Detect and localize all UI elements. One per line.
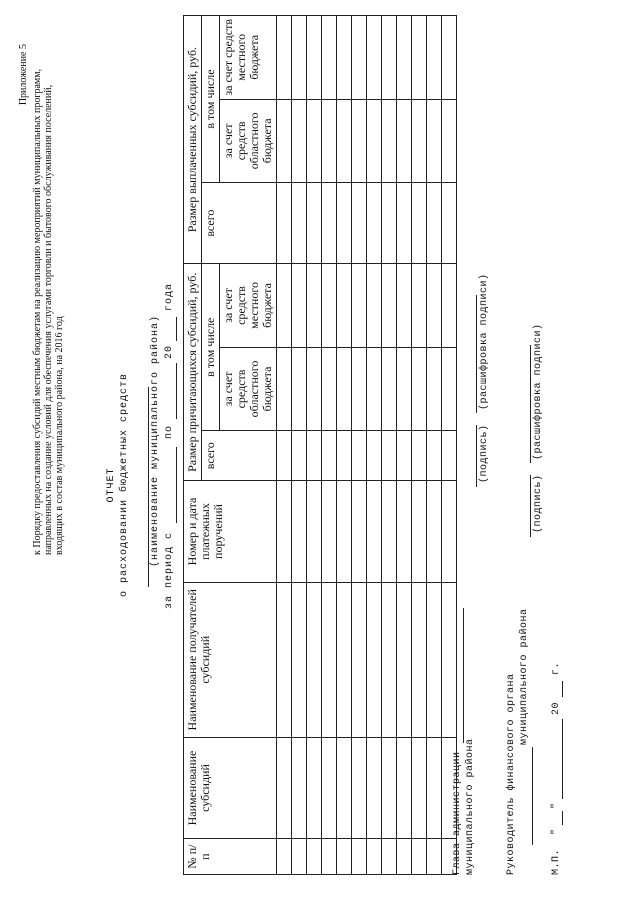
table-row: [277, 16, 292, 875]
table-cell: [277, 264, 292, 348]
table-cell: [307, 737, 322, 838]
table-cell: [442, 481, 457, 582]
table-cell: [352, 16, 367, 100]
report-table-body: [277, 16, 457, 875]
table-cell: [337, 431, 352, 481]
paid-local-header: за счет средств местного бюджета: [220, 16, 277, 100]
table-cell: [337, 264, 352, 348]
table-cell: [337, 839, 352, 875]
table-cell: [442, 183, 457, 264]
table-cell: [397, 16, 412, 100]
table-cell: [322, 16, 337, 100]
head-admin-sign-caption: (подпись): [479, 424, 490, 483]
period-year-suffix: года: [164, 282, 175, 311]
table-cell: [397, 264, 412, 348]
table-cell: [322, 431, 337, 481]
table-cell: [277, 347, 292, 431]
table-cell: [277, 481, 292, 582]
table-cell: [277, 582, 292, 737]
table-cell: [292, 99, 307, 183]
table-cell: [397, 839, 412, 875]
table-cell: [442, 347, 457, 431]
table-cell: [352, 99, 367, 183]
table-cell: [367, 347, 382, 431]
table-cell: [427, 737, 442, 838]
col-recipients-header: Наименование получателей субсидий: [184, 582, 277, 737]
table-cell: [307, 481, 322, 582]
table-cell: [427, 839, 442, 875]
col-num-header: № п/п: [184, 839, 277, 875]
annex-description: [32, 35, 65, 555]
table-row: [367, 16, 382, 875]
table-cell: [442, 431, 457, 481]
table-cell: [427, 16, 442, 100]
table-cell: [412, 264, 427, 348]
table-cell: [352, 481, 367, 582]
table-cell: [412, 582, 427, 737]
annex-title: Приложение 5: [18, 44, 29, 106]
table-cell: [352, 264, 367, 348]
table-cell: [367, 481, 382, 582]
annex-line-1: к Порядку предоставления субсидий местным бюджетам на реализацию мероприятий муниципальных программ,: [32, 68, 43, 555]
table-cell: [367, 183, 382, 264]
fin-head-title-line: [532, 747, 533, 845]
table-cell: [337, 16, 352, 100]
table-cell: [292, 347, 307, 431]
table-cell: [427, 99, 442, 183]
table-cell: [427, 264, 442, 348]
table-cell: [367, 431, 382, 481]
head-admin-label-1: Глава администрации: [452, 751, 463, 875]
table-cell: [397, 737, 412, 838]
table-cell: [382, 839, 397, 875]
date-year-line: [562, 681, 563, 697]
period-year-prefix: 20: [164, 344, 175, 359]
annex-line-3: входящих в состав муниципального района, на 2016 год: [54, 316, 65, 555]
head-admin-title-line: [463, 608, 464, 743]
head-admin-decode-caption: (расшифровка подписи): [479, 273, 490, 410]
table-row: [322, 16, 337, 875]
table-cell: [382, 183, 397, 264]
table-cell: [412, 737, 427, 838]
table-row: [292, 16, 307, 875]
table-row: [427, 16, 442, 875]
paid-total-header: всего: [202, 183, 277, 264]
table-cell: [427, 431, 442, 481]
table-cell: [442, 99, 457, 183]
annex-line-2: направленных на создание условий для обеспечения услугами торговли и бытового обслуживания поселений,: [43, 84, 54, 555]
table-cell: [337, 347, 352, 431]
table-cell: [352, 347, 367, 431]
table-cell: [307, 839, 322, 875]
table-row: [442, 16, 457, 875]
table-cell: [397, 99, 412, 183]
table-row: [307, 16, 322, 875]
table-cell: [397, 431, 412, 481]
table-cell: [442, 264, 457, 348]
table-cell: [412, 347, 427, 431]
report-table: [183, 15, 457, 875]
table-cell: [337, 99, 352, 183]
table-cell: [382, 347, 397, 431]
table-row: [397, 16, 412, 875]
table-cell: [322, 481, 337, 582]
date-month-line: [562, 719, 563, 799]
table-cell: [337, 183, 352, 264]
table-cell: [292, 16, 307, 100]
table-cell: [412, 99, 427, 183]
table-cell: [397, 582, 412, 737]
table-cell: [412, 183, 427, 264]
table-row: [337, 16, 352, 875]
head-admin-sign-line: [476, 425, 477, 487]
table-cell: [382, 99, 397, 183]
table-cell: [367, 737, 382, 838]
table-cell: [322, 839, 337, 875]
table-cell: [307, 16, 322, 100]
fin-head-decode-line: [530, 345, 531, 463]
table-row: [352, 16, 367, 875]
table-cell: [322, 99, 337, 183]
table-cell: [427, 347, 442, 431]
table-cell: [412, 431, 427, 481]
paid-regional-header: за счет средств областного бюджета: [220, 99, 277, 183]
table-cell: [367, 16, 382, 100]
col-orders-header: Номер и дата платежных поручений: [184, 481, 277, 582]
table-cell: [382, 582, 397, 737]
date-quote-open: ": [551, 828, 562, 835]
table-cell: [382, 431, 397, 481]
fin-head-decode-caption: (расшифровка подписи): [533, 323, 544, 460]
stamp-label: М.П.: [551, 848, 562, 875]
table-cell: [412, 481, 427, 582]
table-cell: [397, 481, 412, 582]
table-cell: [367, 264, 382, 348]
district-name-caption: (наименование муниципального района): [150, 314, 161, 567]
table-cell: [427, 582, 442, 737]
table-cell: [307, 431, 322, 481]
date-year-prefix: 20: [551, 701, 562, 715]
table-cell: [292, 481, 307, 582]
head-admin-decode-line: [476, 295, 477, 413]
period-year-line: [176, 317, 177, 341]
fin-head-label-2: муниципального района: [519, 608, 530, 745]
due-local-header: за счет средств местного бюджета: [220, 264, 277, 348]
table-cell: [322, 264, 337, 348]
table-cell: [292, 582, 307, 737]
table-cell: [322, 737, 337, 838]
table-cell: [292, 431, 307, 481]
district-name-line: [148, 387, 149, 587]
report-subtitle: о расходовании бюджетных средств: [119, 372, 130, 598]
table-cell: [277, 183, 292, 264]
table-cell: [397, 183, 412, 264]
table-cell: [337, 582, 352, 737]
table-cell: [277, 431, 292, 481]
table-cell: [412, 839, 427, 875]
table-row: [412, 16, 427, 875]
table-cell: [277, 16, 292, 100]
table-cell: [292, 183, 307, 264]
table-cell: [442, 582, 457, 737]
table-cell: [442, 16, 457, 100]
date-year-suffix: г.: [551, 661, 562, 675]
table-cell: [277, 737, 292, 838]
table-cell: [277, 839, 292, 875]
table-cell: [292, 839, 307, 875]
table-cell: [307, 264, 322, 348]
table-cell: [292, 737, 307, 838]
fin-head-label-1: Руководитель финансового органа: [506, 673, 517, 875]
date-quote-close: ": [551, 802, 562, 809]
table-cell: [277, 99, 292, 183]
table-cell: [337, 737, 352, 838]
table-cell: [412, 16, 427, 100]
table-cell: [382, 481, 397, 582]
table-cell: [307, 183, 322, 264]
report-title: ОТЧЕТ: [106, 467, 117, 503]
table-cell: [382, 737, 397, 838]
table-cell: [307, 347, 322, 431]
period-from-line: [176, 447, 177, 523]
table-cell: [352, 183, 367, 264]
period-to-line: [176, 363, 177, 419]
col-due-header: Размер причитающихся субсидий, руб.: [184, 264, 202, 481]
table-cell: [322, 347, 337, 431]
due-incl-header: в том числе: [202, 264, 220, 431]
table-cell: [352, 839, 367, 875]
table-cell: [382, 16, 397, 100]
table-cell: [352, 431, 367, 481]
table-cell: [337, 481, 352, 582]
period-by: по: [164, 424, 175, 439]
date-day-line: [562, 811, 563, 825]
fin-head-sign-caption: (подпись): [533, 474, 544, 533]
table-cell: [352, 737, 367, 838]
table-cell: [382, 264, 397, 348]
table-cell: [427, 481, 442, 582]
table-cell: [367, 582, 382, 737]
col-paid-header: Размер выплаченных субсидий, руб.: [184, 16, 202, 264]
table-cell: [397, 347, 412, 431]
table-cell: [352, 582, 367, 737]
due-regional-header: за счет средств областного бюджета: [220, 347, 277, 431]
col-name-header: Наименование субсидий: [184, 737, 277, 838]
head-admin-label-2: муниципального района: [465, 738, 476, 875]
table-cell: [292, 264, 307, 348]
period-prefix: за период с: [164, 531, 175, 609]
table-cell: [307, 99, 322, 183]
table-row: [382, 16, 397, 875]
table-cell: [307, 582, 322, 737]
table-cell: [367, 839, 382, 875]
paid-incl-header: в том числе: [202, 16, 220, 183]
table-cell: [367, 99, 382, 183]
due-total-header: всего: [202, 431, 277, 481]
table-cell: [427, 183, 442, 264]
fin-head-sign-line: [530, 475, 531, 537]
table-cell: [322, 582, 337, 737]
table-cell: [322, 183, 337, 264]
